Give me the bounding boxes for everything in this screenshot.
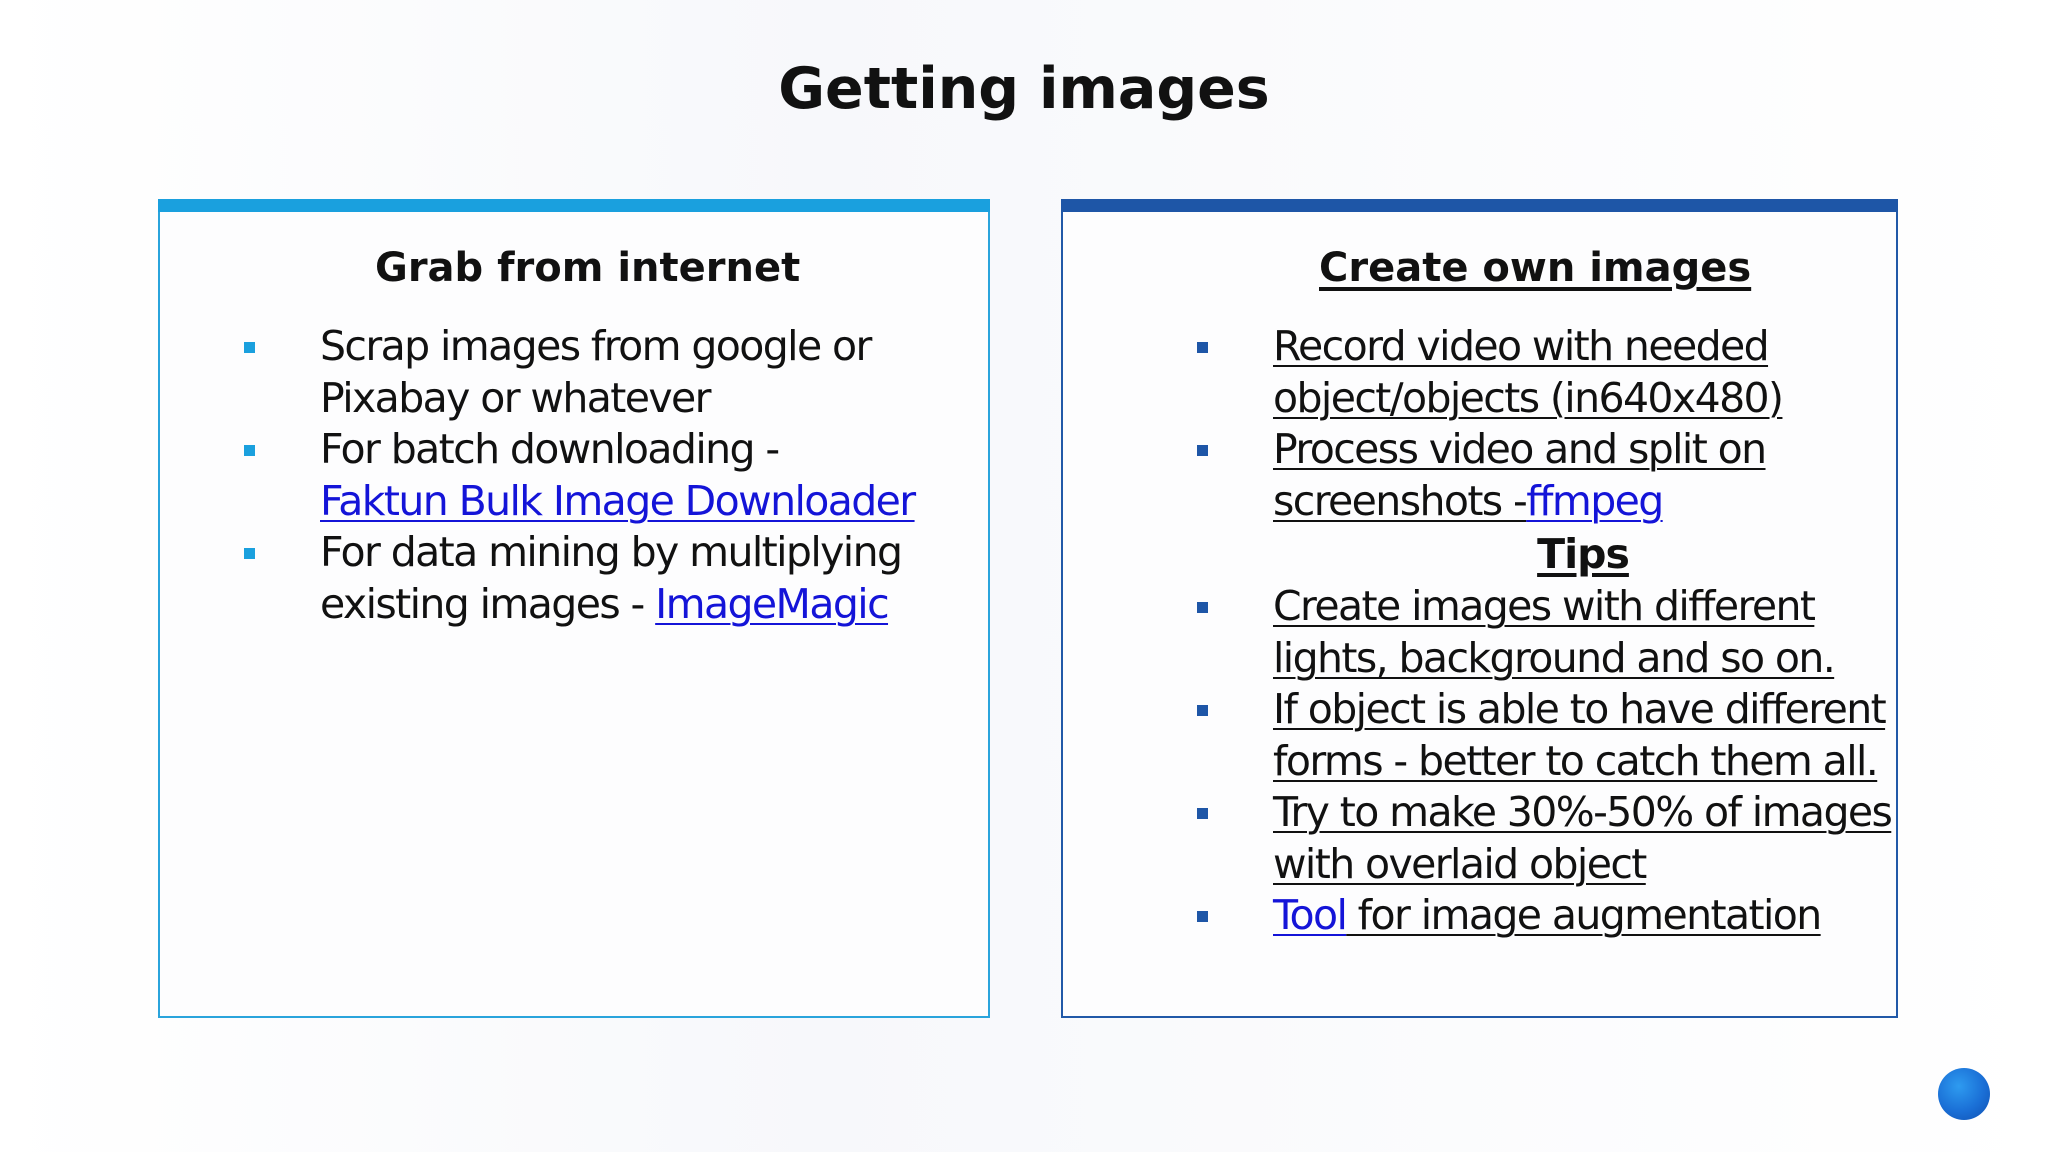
square-bullet-icon — [1197, 445, 1208, 456]
ffmpeg-link[interactable]: ffmpeg — [1526, 476, 1663, 525]
item-text: for image augmentation — [1346, 891, 1821, 939]
panel-heading: Create own images — [1319, 245, 1752, 291]
list-item — [1273, 684, 1893, 787]
square-bullet-icon — [244, 548, 255, 559]
panel-heading: Grab from internet — [375, 245, 801, 291]
blue-circle-icon — [1938, 1068, 1990, 1120]
item-text: Scrap images from google or Pixabay or whatever — [320, 322, 871, 422]
square-bullet-icon — [244, 342, 255, 353]
square-bullet-icon — [1197, 602, 1208, 613]
slide-title: Getting images — [778, 56, 1270, 122]
list-item — [320, 424, 960, 527]
grab-from-internet-panel — [158, 199, 990, 1018]
item-text: If object is able to have different forms - better to catch them all. — [1273, 685, 1886, 785]
tips-heading: Tips — [1537, 530, 1629, 578]
list-item — [1273, 890, 1893, 942]
item-text: Create images with different lights, background and so on. — [1273, 582, 1835, 682]
list-item — [320, 527, 960, 630]
tool-link[interactable]: Tool — [1273, 891, 1347, 939]
item-text: Try to make 30%-50% of images with overlaid object — [1273, 788, 1892, 888]
item-text: For data mining by multiplying existing images - — [320, 528, 902, 628]
faktun-link[interactable]: Faktun Bulk Image Downloader — [320, 476, 915, 525]
list-item — [320, 321, 960, 424]
imagemagic-link[interactable]: ImageMagic — [655, 579, 889, 628]
list-item — [1273, 787, 1893, 890]
bullet-list — [320, 321, 960, 630]
list-item — [1273, 581, 1893, 684]
list-item — [1273, 424, 1893, 527]
square-bullet-icon — [1197, 342, 1208, 353]
square-bullet-icon — [244, 445, 255, 456]
create-own-images-panel — [1061, 199, 1898, 1018]
panel-accent-bar — [158, 199, 990, 212]
square-bullet-icon — [1197, 808, 1208, 819]
panel-accent-bar — [1061, 199, 1898, 212]
square-bullet-icon — [1197, 705, 1208, 716]
item-text: Process video and split on screenshots - — [1273, 425, 1766, 525]
item-text: For batch downloading - — [320, 425, 779, 473]
list-item — [1273, 321, 1893, 424]
item-text: Record video with needed object/objects (in640x480) — [1273, 322, 1783, 422]
bullet-list — [1273, 321, 1893, 942]
square-bullet-icon — [1197, 911, 1208, 922]
